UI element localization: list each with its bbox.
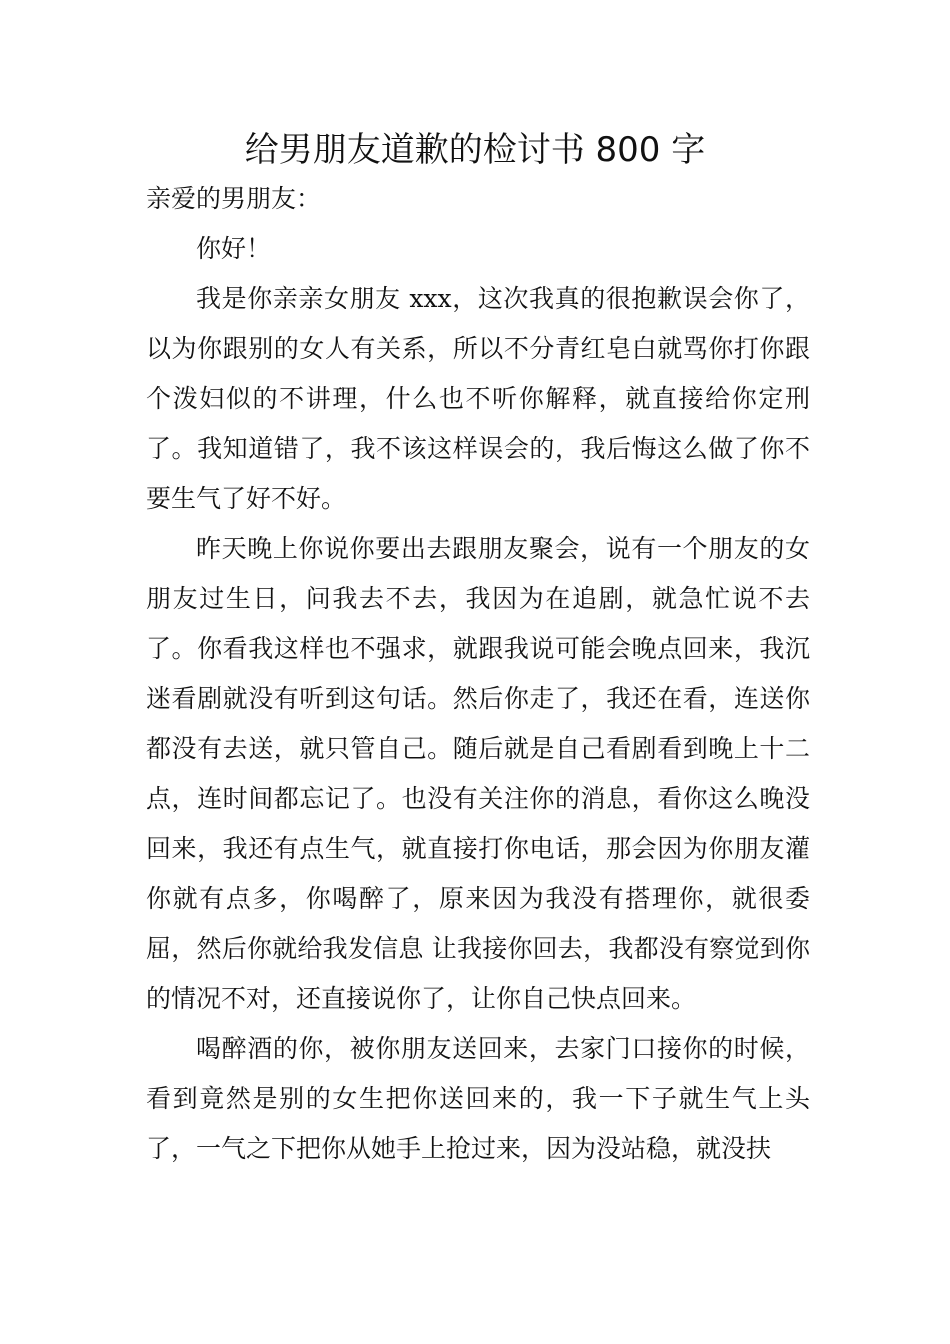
document-title: 给男朋友道歉的检讨书 800 字 — [244, 130, 706, 170]
greeting: 你好！ — [196, 234, 272, 263]
document-body — [146, 174, 810, 1174]
paragraph-2: 昨天晚上你说你要出去跟朋友聚会，说有一个朋友的女朋友过生日，问我去不去，我因为在追剧，就急忙说不去了。你看我这样也不强求，就跟我说可能会晚点回来，我沉迷看剧就没有听到这句话。然后你走了，我还在看，连送你都没有去送，就只管自己。随后就是自己看剧看到晚上十二点，连时间都忘记了。也没有关注你的消息，看你这么晚没回来，我还有点生气，就直接打你电话，那会因为你朋友灌你就有点多，你喝醉了，原来因为我没有搭理你，就很委屈，然后你就给我发信息 让我接你回去，我都没有察觉到你的情况不对，还直接说你了，让你自己快点回来。 — [146, 534, 810, 1013]
salutation: 亲爱的男朋友： — [146, 184, 322, 213]
paragraph-3: 喝醉酒的你，被你朋友送回来，去家门口接你的时候，看到竟然是别的女生把你送回来的，我一下子就生气上头了，一气之下把你从她手上抢过来，因为没站稳，就没扶 — [146, 1034, 810, 1163]
paragraph-1: 我是你亲亲女朋友 xxx，这次我真的很抱歉误会你了，以为你跟别的女人有关系，所以不分青红皂白就骂你打你跟个泼妇似的不讲理，什么也不听你解释，就直接给你定刑了。我知道错了，我不该这样误会的，我后悔这么做了你不要生气了好不好。 — [146, 284, 810, 513]
